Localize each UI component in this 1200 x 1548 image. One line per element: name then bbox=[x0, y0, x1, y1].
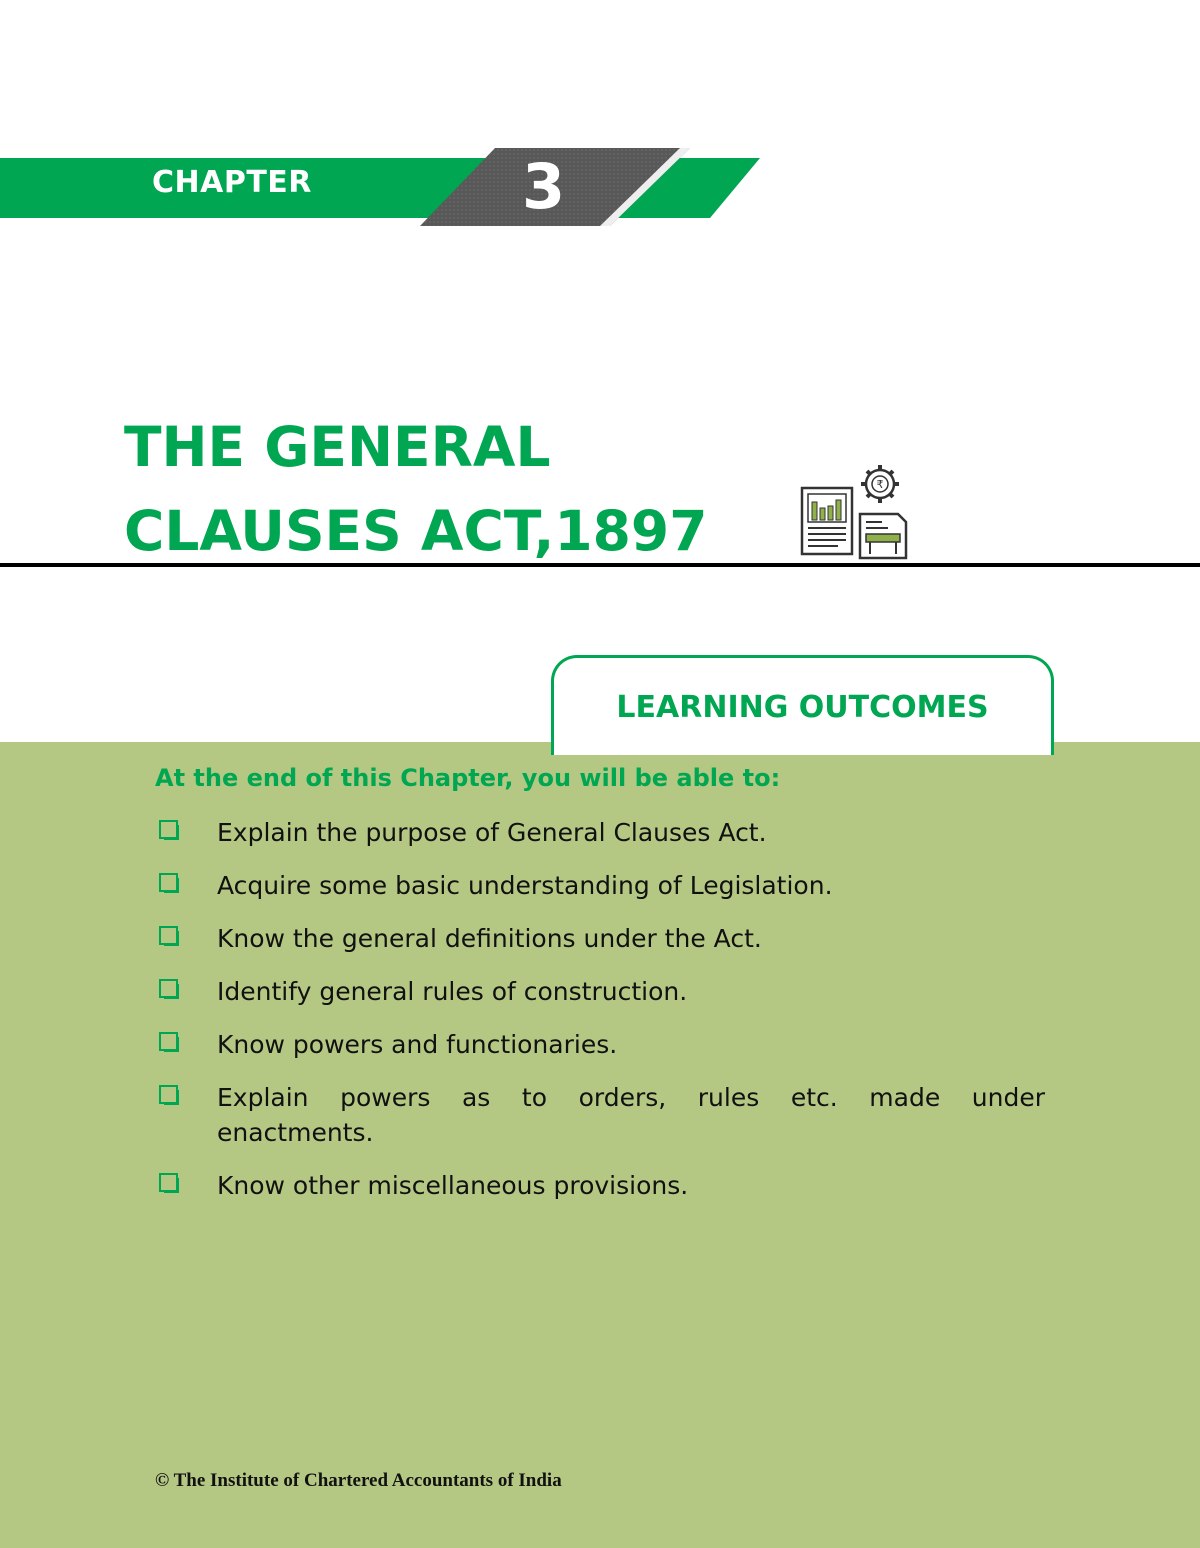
checkbox-bullet-icon bbox=[159, 1173, 178, 1192]
list-item bbox=[155, 1080, 1045, 1150]
list-item-text: Know the general definitions under the Act. bbox=[217, 924, 762, 953]
list-item bbox=[155, 974, 1045, 1009]
checkbox-bullet-icon bbox=[159, 873, 178, 892]
list-item-text: Acquire some basic understanding of Legislation. bbox=[217, 871, 833, 900]
chapter-title bbox=[124, 405, 707, 573]
checkbox-bullet-icon bbox=[159, 820, 178, 839]
list-item bbox=[155, 868, 1045, 903]
chapter-banner bbox=[0, 140, 780, 240]
chapter-number: 3 bbox=[522, 150, 566, 223]
checkbox-bullet-icon bbox=[159, 926, 178, 945]
list-item-text: Identify general rules of construction. bbox=[217, 977, 688, 1006]
learning-outcomes-list bbox=[155, 815, 1045, 1221]
list-item-text-continuation: enactments. bbox=[217, 1118, 374, 1147]
list-item-text: Explain the purpose of General Clauses Act. bbox=[217, 818, 767, 847]
list-item-text: Know other miscellaneous provisions. bbox=[217, 1171, 689, 1200]
list-item bbox=[155, 815, 1045, 850]
list-item-text: Know powers and functionaries. bbox=[217, 1030, 618, 1059]
list-item-text: Explain powers as to orders, rules etc. made under bbox=[217, 1083, 1045, 1112]
checkbox-bullet-icon bbox=[159, 1085, 178, 1104]
document-chart-gear-icon bbox=[798, 462, 910, 560]
chapter-title-line-1: THE GENERAL bbox=[124, 415, 551, 479]
svg-text:₹: ₹ bbox=[876, 478, 884, 491]
learning-outcomes-heading: LEARNING OUTCOMES bbox=[616, 690, 989, 725]
learning-outcomes-tab bbox=[551, 655, 1054, 755]
list-item bbox=[155, 1168, 1045, 1203]
checkbox-bullet-icon bbox=[159, 1032, 178, 1051]
copyright-footer: © The Institute of Chartered Accountants of India bbox=[155, 1470, 562, 1491]
title-divider bbox=[0, 563, 1200, 567]
checkbox-bullet-icon bbox=[159, 979, 178, 998]
list-item bbox=[155, 1027, 1045, 1062]
chapter-label: CHAPTER bbox=[152, 165, 312, 200]
learning-outcomes-intro: At the end of this Chapter, you will be able to: bbox=[155, 764, 781, 792]
chapter-title-line-2: CLAUSES ACT,1897 bbox=[124, 499, 708, 563]
list-item bbox=[155, 921, 1045, 956]
